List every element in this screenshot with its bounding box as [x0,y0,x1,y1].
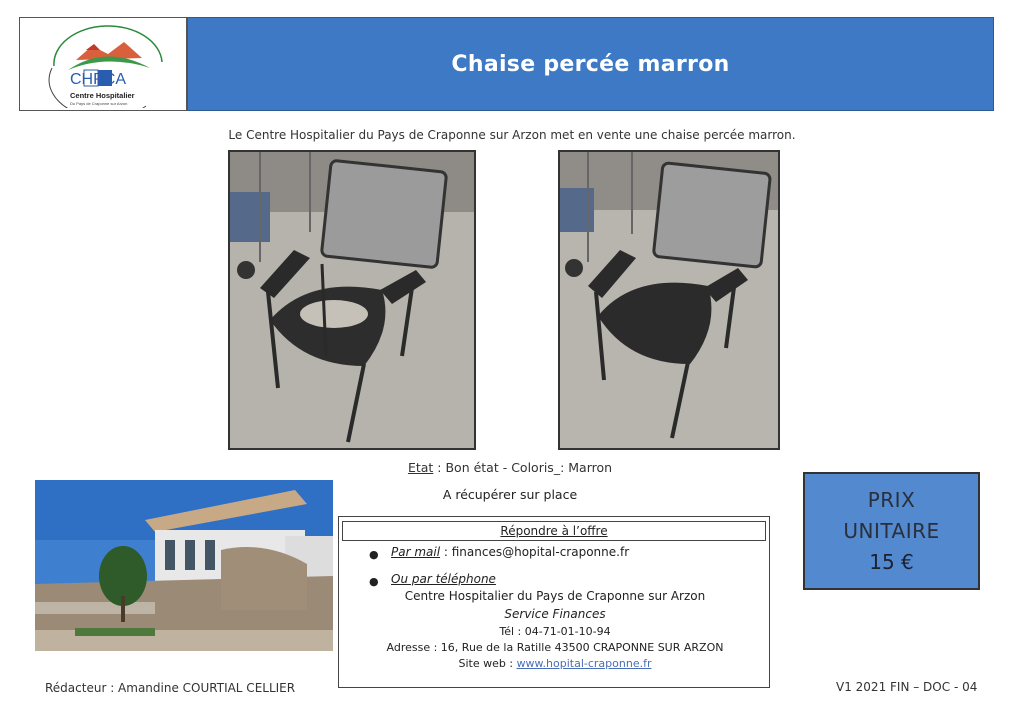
intro-text: Le Centre Hospitalier du Pays de Craponne sur Arzon met en vente une chaise percée marron. [228,128,796,142]
logo-subtitle: Centre Hospitalier [70,91,135,100]
chair-photo-closed [558,150,780,450]
condition-line [330,460,690,475]
coloris-value: : Marron [560,460,613,475]
mail-value[interactable]: : finances@hopital-craponne.fr [440,545,630,559]
price-label-line2: UNITAIRE [843,518,940,543]
phone-label-text: Ou par téléphone [391,572,496,586]
offer-box [338,516,770,688]
doc-reference: V1 2021 FIN – DOC - 04 [836,680,978,694]
pickup-note: A récupérer sur place [442,487,578,502]
hospital-photo [35,480,333,651]
hospital-logo [46,24,170,108]
bullet-icon: ● [369,548,379,561]
org-name: Centre Hospitalier du Pays de Craponne sur Arzon [404,589,706,603]
title-bar [187,17,994,111]
price-label-line1: PRIX [867,487,916,512]
coloris-label: Coloris_ [511,460,561,475]
website-line [339,657,771,670]
logo-text: CHPCA [70,71,127,88]
chair-photo-open [228,150,476,450]
phone-label [391,572,496,586]
etat-label: Etat [407,460,434,475]
bullet-icon: ● [369,575,379,588]
author-line: Rédacteur : Amandine COURTIAL CELLIER [45,681,296,695]
price-box [803,472,980,590]
logo-box [19,17,187,111]
etat-value: : Bon état - [433,460,512,475]
site-label: Site web : [458,657,517,670]
phone-number: Tél : 04-71-01-10-94 [499,625,611,638]
offer-header: Répondre à l’offre [342,521,766,541]
mail-label: Par mail [391,545,441,559]
website-link[interactable]: www.hopital-craponne.fr [516,657,652,670]
service-name: Service Finances [504,607,606,621]
mail-line [391,545,629,559]
page-title: Chaise percée marron [451,51,730,77]
address: Adresse : 16, Rue de la Ratille 43500 CRAPONNE SUR ARZON [386,641,724,654]
price-value: 15 € [869,549,914,574]
logo-tagline: Du Pays de Craponne sur Arzon [70,101,128,106]
